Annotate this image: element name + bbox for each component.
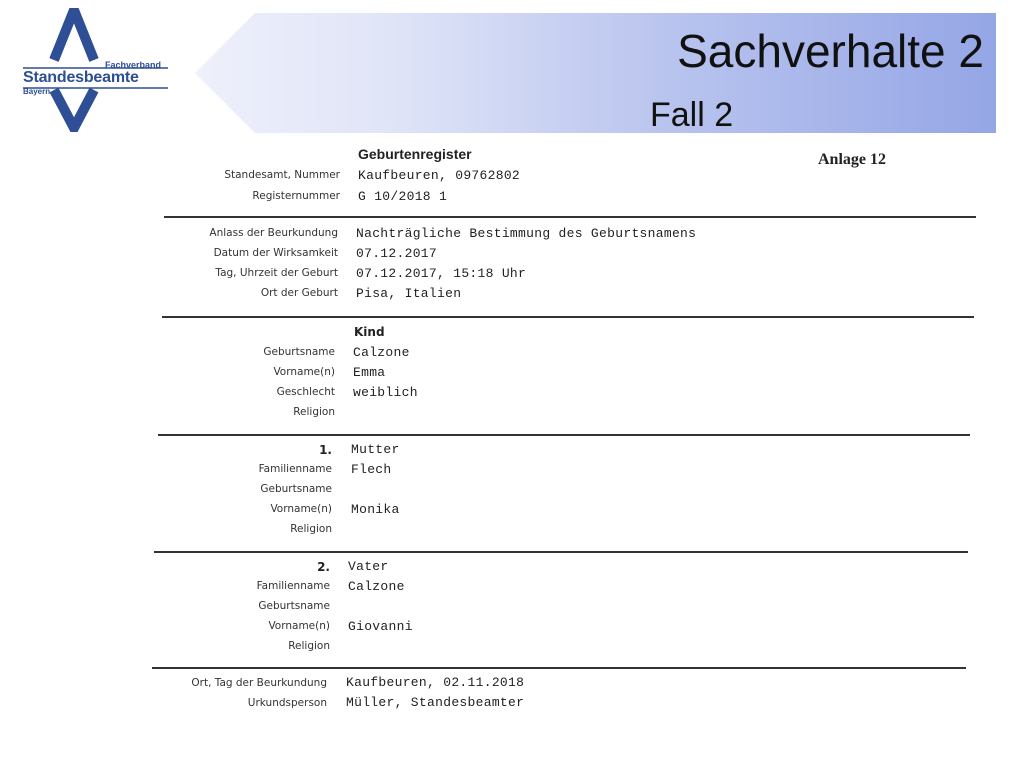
vater-section-header: Vater: [348, 559, 389, 574]
mutter-vorname-label: Vorname(n): [270, 503, 332, 515]
kind-section-header: Kind: [354, 325, 385, 339]
anlass-value: Nachträgliche Bestimmung des Geburtsnamens: [356, 226, 697, 241]
ort-geburt-label: Ort der Geburt: [260, 287, 338, 299]
vater-geburtsname-label: Geburtsname: [258, 600, 330, 612]
vater-familienname-value: Calzone: [348, 579, 405, 594]
kind-vorname-label: Vorname(n): [273, 366, 335, 378]
anlage-label: Anlage 12: [818, 151, 886, 168]
vater-vorname-label: Vorname(n): [268, 620, 330, 632]
datum-wirksamkeit-value: 07.12.2017: [356, 246, 438, 261]
divider-line: [154, 551, 968, 553]
kind-vorname-value: Emma: [353, 365, 386, 380]
vater-religion-label: Religion: [288, 640, 330, 652]
ort-tag-beurkundung-value: Kaufbeuren, 02.11.2018: [346, 675, 525, 690]
kind-religion-label: Religion: [293, 406, 335, 418]
register-heading: Geburtenregister: [358, 146, 472, 162]
logo-line-bayern: Bayern: [23, 87, 51, 96]
tag-uhrzeit-value: 07.12.2017, 15:18 Uhr: [356, 266, 527, 281]
logo-line-fachverband: Fachverband: [105, 60, 162, 70]
divider-line: [164, 216, 976, 218]
kind-geschlecht-value: weiblich: [353, 385, 418, 400]
mutter-geburtsname-label: Geburtsname: [260, 483, 332, 495]
ort-geburt-value: Pisa, Italien: [356, 286, 462, 301]
vater-vorname-value: Giovanni: [348, 619, 413, 634]
vater-section-number: 2.: [317, 560, 330, 574]
anlass-label: Anlass der Beurkundung: [209, 227, 338, 239]
mutter-section-header: Mutter: [351, 442, 400, 457]
birth-register-document: [140, 140, 1000, 760]
mutter-vorname-value: Monika: [351, 502, 400, 517]
mutter-familienname-label: Familienname: [258, 463, 332, 475]
registernummer-label: Registernummer: [252, 190, 340, 202]
urkundsperson-label: Urkundsperson: [247, 697, 327, 709]
logo-line-standesbeamte: Standesbeamte: [23, 69, 139, 86]
vater-familienname-label: Familienname: [256, 580, 330, 592]
urkundsperson-value: Müller, Standesbeamter: [346, 695, 525, 710]
divider-line: [162, 316, 974, 318]
standesamt-label: Standesamt, Nummer: [224, 169, 340, 181]
ort-tag-beurkundung-label: Ort, Tag der Beurkundung: [191, 677, 327, 689]
tag-uhrzeit-label: Tag, Uhrzeit der Geburt: [215, 267, 338, 279]
mutter-religion-label: Religion: [290, 523, 332, 535]
mutter-familienname-value: Flech: [351, 462, 392, 477]
kind-geburtsname-value: Calzone: [353, 345, 410, 360]
kind-geburtsname-label: Geburtsname: [263, 346, 335, 358]
datum-wirksamkeit-label: Datum der Wirksamkeit: [213, 247, 338, 259]
slide-title: Sachverhalte 2: [677, 25, 984, 77]
registernummer-value: G 10/2018 1: [358, 189, 448, 204]
divider-line: [152, 667, 966, 669]
divider-line: [158, 434, 970, 436]
slide-subtitle: Fall 2: [650, 96, 734, 134]
mutter-section-number: 1.: [319, 443, 332, 457]
standesamt-value: Kaufbeuren, 09762802: [358, 168, 521, 183]
kind-geschlecht-label: Geschlecht: [276, 386, 335, 398]
fachverband-logo: [18, 8, 178, 132]
